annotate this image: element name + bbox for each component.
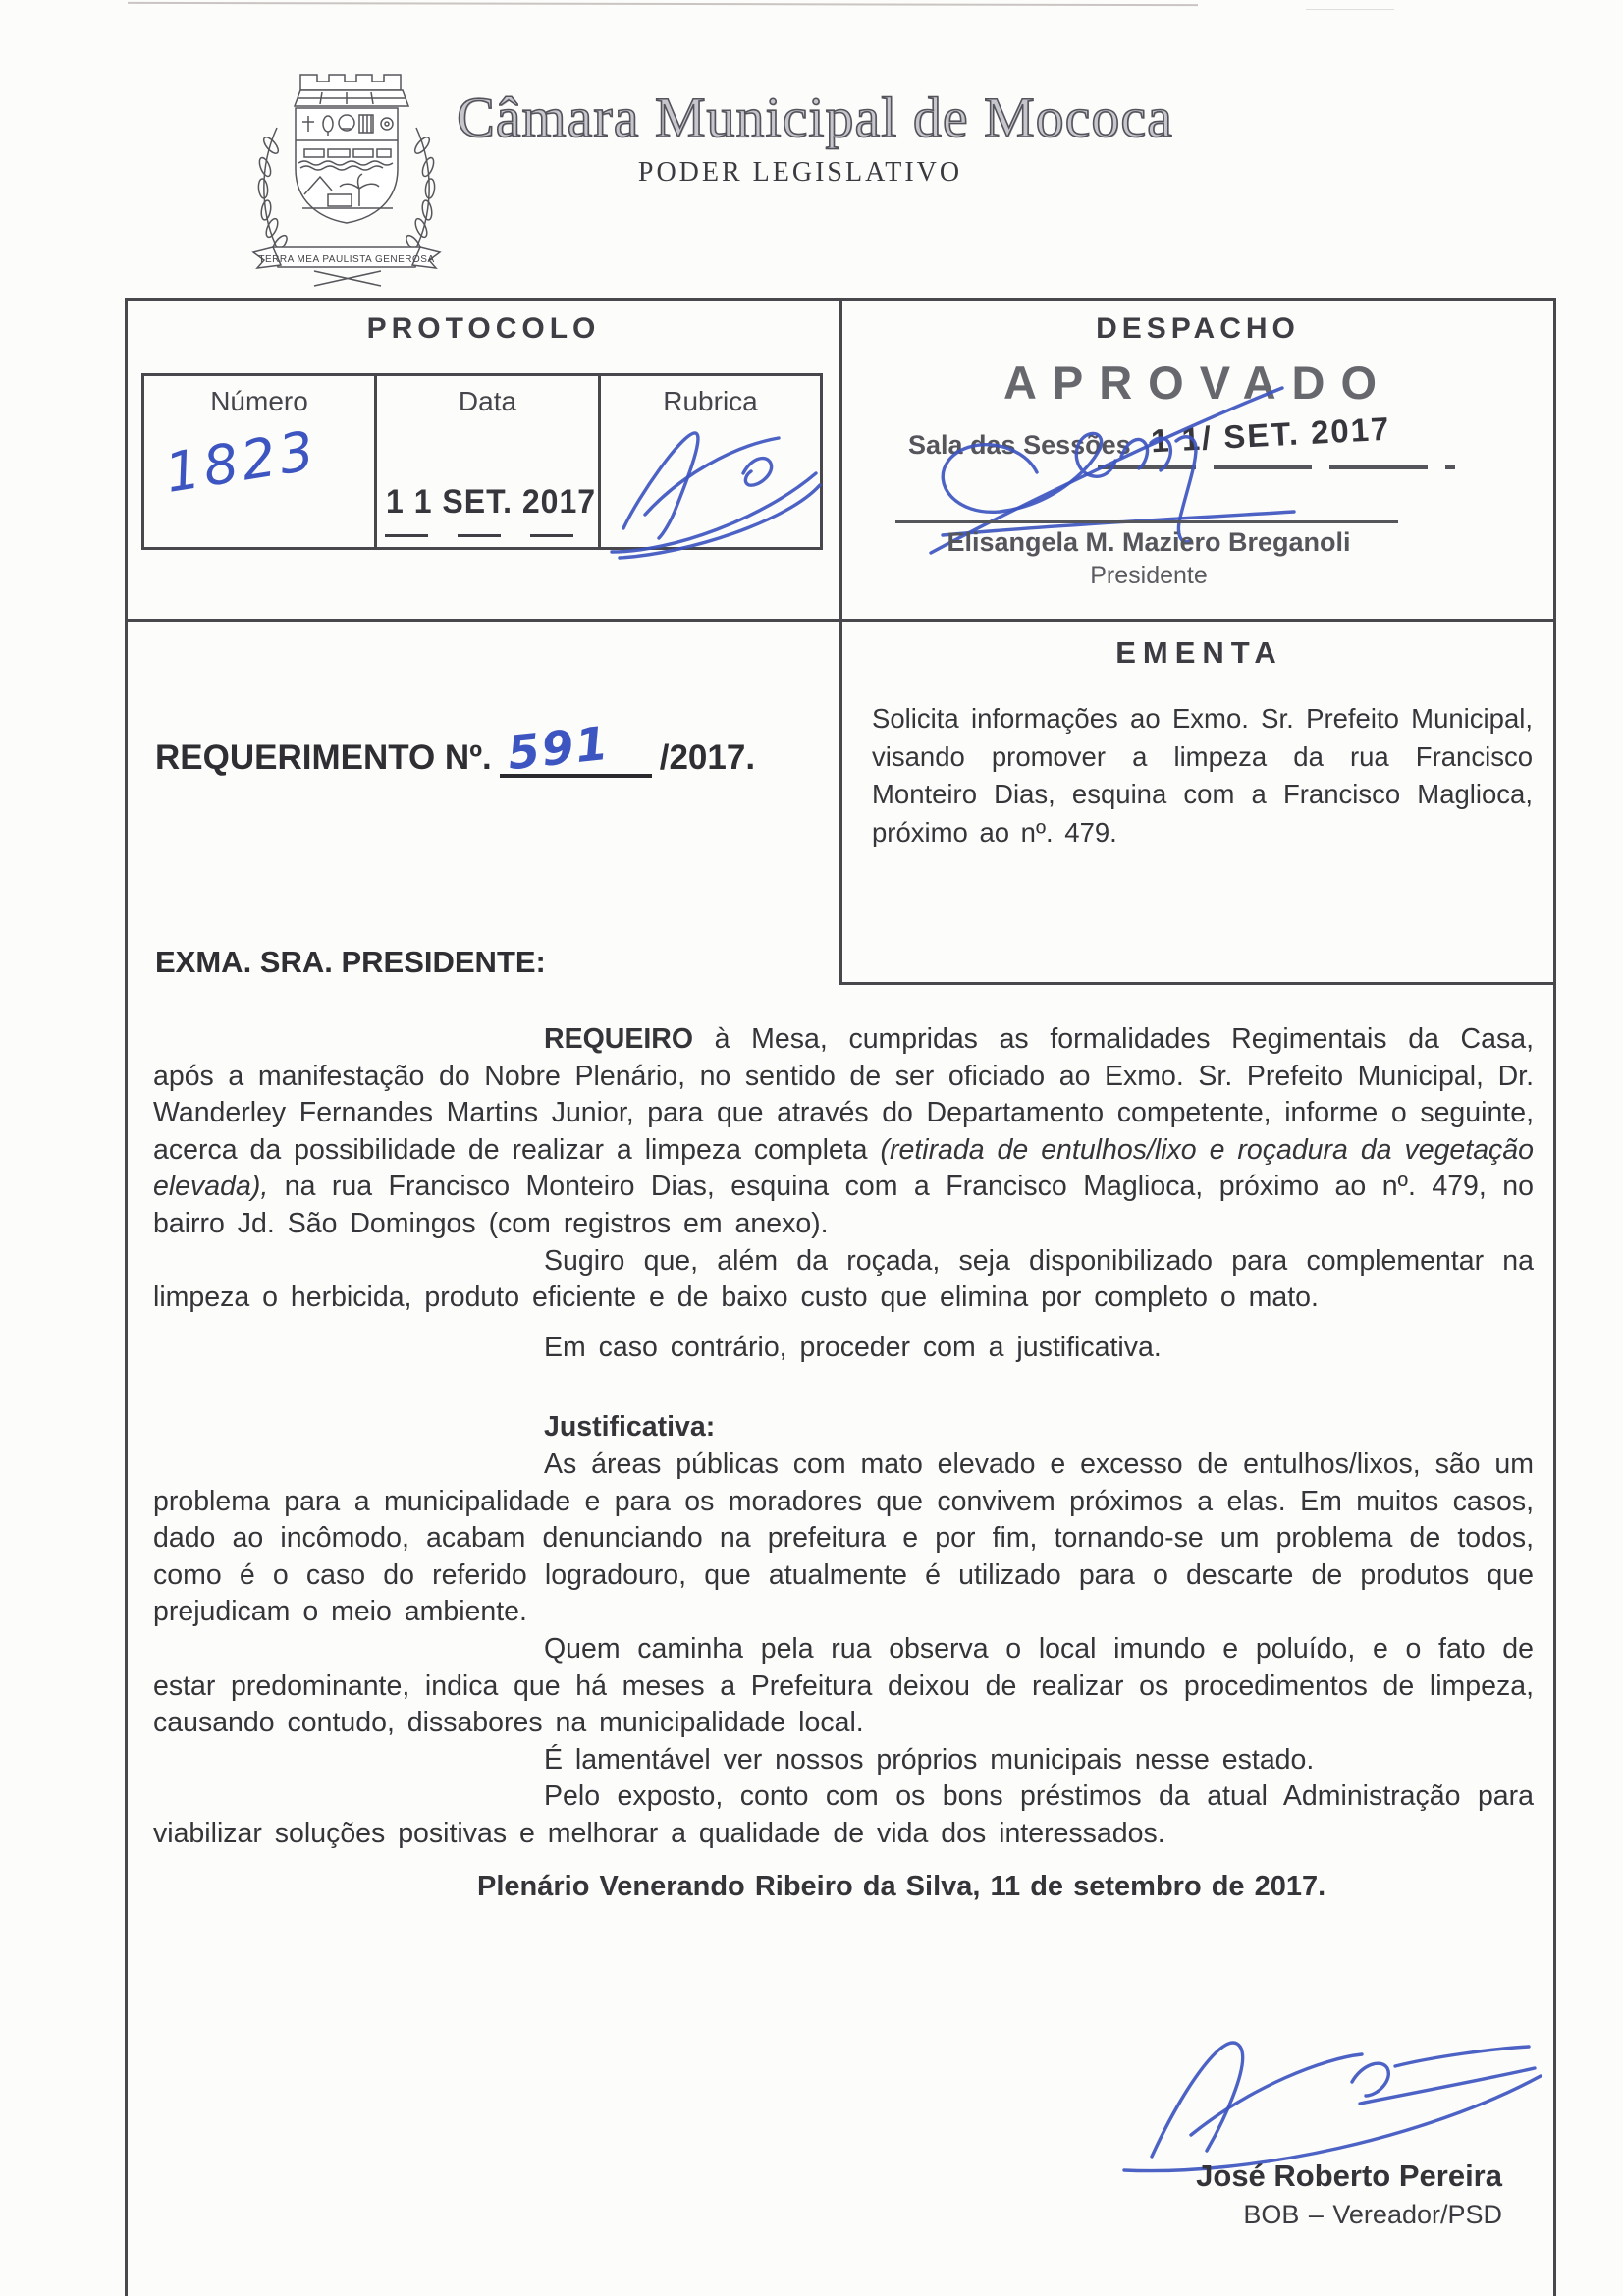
requerimento-number-handwritten: 591 (505, 716, 613, 782)
requerimento-suffix: /2017. (659, 738, 756, 777)
requeiro-keyword: REQUEIRO (544, 1023, 694, 1055)
paragraph-requeiro (153, 1021, 1534, 1243)
numero-label: Número (210, 386, 308, 416)
addressee-line: EXMA. SRA. PRESIDENTE: (155, 945, 546, 979)
justificativa-heading: Justificativa: (544, 1411, 716, 1444)
protocolo-col-data (377, 376, 601, 547)
vereador-name: José Roberto Pereira (1196, 2159, 1502, 2193)
sala-date-stamp: 1 1/ SET. 2017 (1150, 410, 1392, 460)
paragraph-em-caso: Em caso contrário, proceder com a justificativa. (544, 1331, 1162, 1363)
sala-das-sessoes-label: Sala das Sessões (908, 430, 1131, 460)
paragraph-lamentavel: É lamentável ver nossos próprios municipais nesse estado. (544, 1743, 1315, 1776)
ementa-title: EMENTA (1115, 635, 1283, 670)
rubrica-label: Rubrica (663, 386, 758, 416)
paragraph-requeiro-italic: (retirada de entulhos/lixo e roçadura da vegetação elevada), (153, 1133, 1535, 1203)
protocol-date-stamp: 1 1 SET. 2017 (386, 481, 597, 520)
despacho-title: DESPACHO (1096, 312, 1300, 345)
scan-artifact-line (1306, 9, 1394, 10)
president-role-stamp: Presidente (1090, 562, 1208, 589)
frame-divider-vertical (839, 301, 842, 622)
ementa-box (839, 622, 1556, 985)
letterhead-subtitle: PODER LEGISLATIVO (637, 157, 963, 188)
data-label: Data (458, 386, 517, 416)
requerimento-number-underline (500, 716, 652, 782)
protocol-number-handwritten: 1823 (160, 418, 323, 505)
paragraph-requeiro-text-a: à Mesa, cumpridas as formalidades Regimentais da Casa, após a manifestação do Nobre Plenário, no sentido de ser oficiado ao Exmo. Sr. Prefeito Municipal, Dr. Wanderley Fernandes Martins Junior, para que através do Departamento competente, informe o seguinte, acerca da possibilidade de realizar a limpeza completa (153, 1023, 1534, 1166)
rubrica-signature (594, 412, 838, 562)
document-body (153, 1021, 1534, 1906)
protocolo-title: PROTOCOLO (366, 312, 601, 345)
paragraph-requeiro-text-b: na rua Francisco Monteiro Dias, esquina com a Francisco Maglioca, próximo ao nº. 479, no bairro Jd. São Domingos (com registros em anexo). (153, 1171, 1534, 1239)
ementa-body: Solicita informações ao Exmo. Sr. Prefeito Municipal, visando promover a limpeza da rua Francisco Monteiro Dias, esquina com a Francisco Maglioca, próximo ao nº. 479. (872, 703, 1533, 847)
paragraph-areas-publicas: As áreas públicas com mato elevado e excesso de entulhos/lixos, são um problema para a municipalidade e para os moradores que convivem próximos a elas. Em muitos casos, dado ao incômodo, acabam denunciando na prefeitura e por fim, tornando-se um problema de todos, como é o caso do referido logradouro, que atualmente é utilizado para o descarte de produtos que prejudicam o meio ambiente. (153, 1448, 1534, 1628)
vereador-role: BOB – Vereador/PSD (1243, 2200, 1502, 2229)
requerimento-prefix: REQUERIMENTO Nº. (155, 738, 492, 777)
letterhead-title: Câmara Municipal de Mococa (457, 85, 1173, 149)
requerimento-line (155, 716, 756, 782)
scan-artifact-line (128, 2, 1198, 6)
aprovado-stamp: APROVADO (1002, 356, 1393, 409)
protocol-date-underline (385, 534, 595, 537)
paragraph-quem-caminha: Quem caminha pela rua observa o local imundo e poluído, e o fato de estar predominante, indica que há meses a Prefeitura deixou de realizar os procedimentos de limpeza, causando contudo, dissabores na municipalidade local. (153, 1632, 1534, 1739)
closing-line: Plenário Venerando Ribeiro da Silva, 11 de setembro de 2017. (477, 1871, 1326, 1903)
paragraph-pelo-exposto: Pelo exposto, conto com os bons préstimos da atual Administração para viabilizar soluções positivas e melhorar a qualidade de vida dos interessados. (153, 1780, 1534, 1849)
president-signature-line (895, 520, 1398, 523)
crest-motto: TERRA MEA PAULISTA GENEROSA (258, 254, 435, 265)
paragraph-sugiro: Sugiro que, além da roçada, seja disponibilizado para complementar na limpeza o herbicida, produto eficiente e de baixo custo que elimina por completo o mato. (153, 1244, 1534, 1314)
president-name-stamp: Elisangela M. Maziero Breganoli (947, 527, 1351, 557)
